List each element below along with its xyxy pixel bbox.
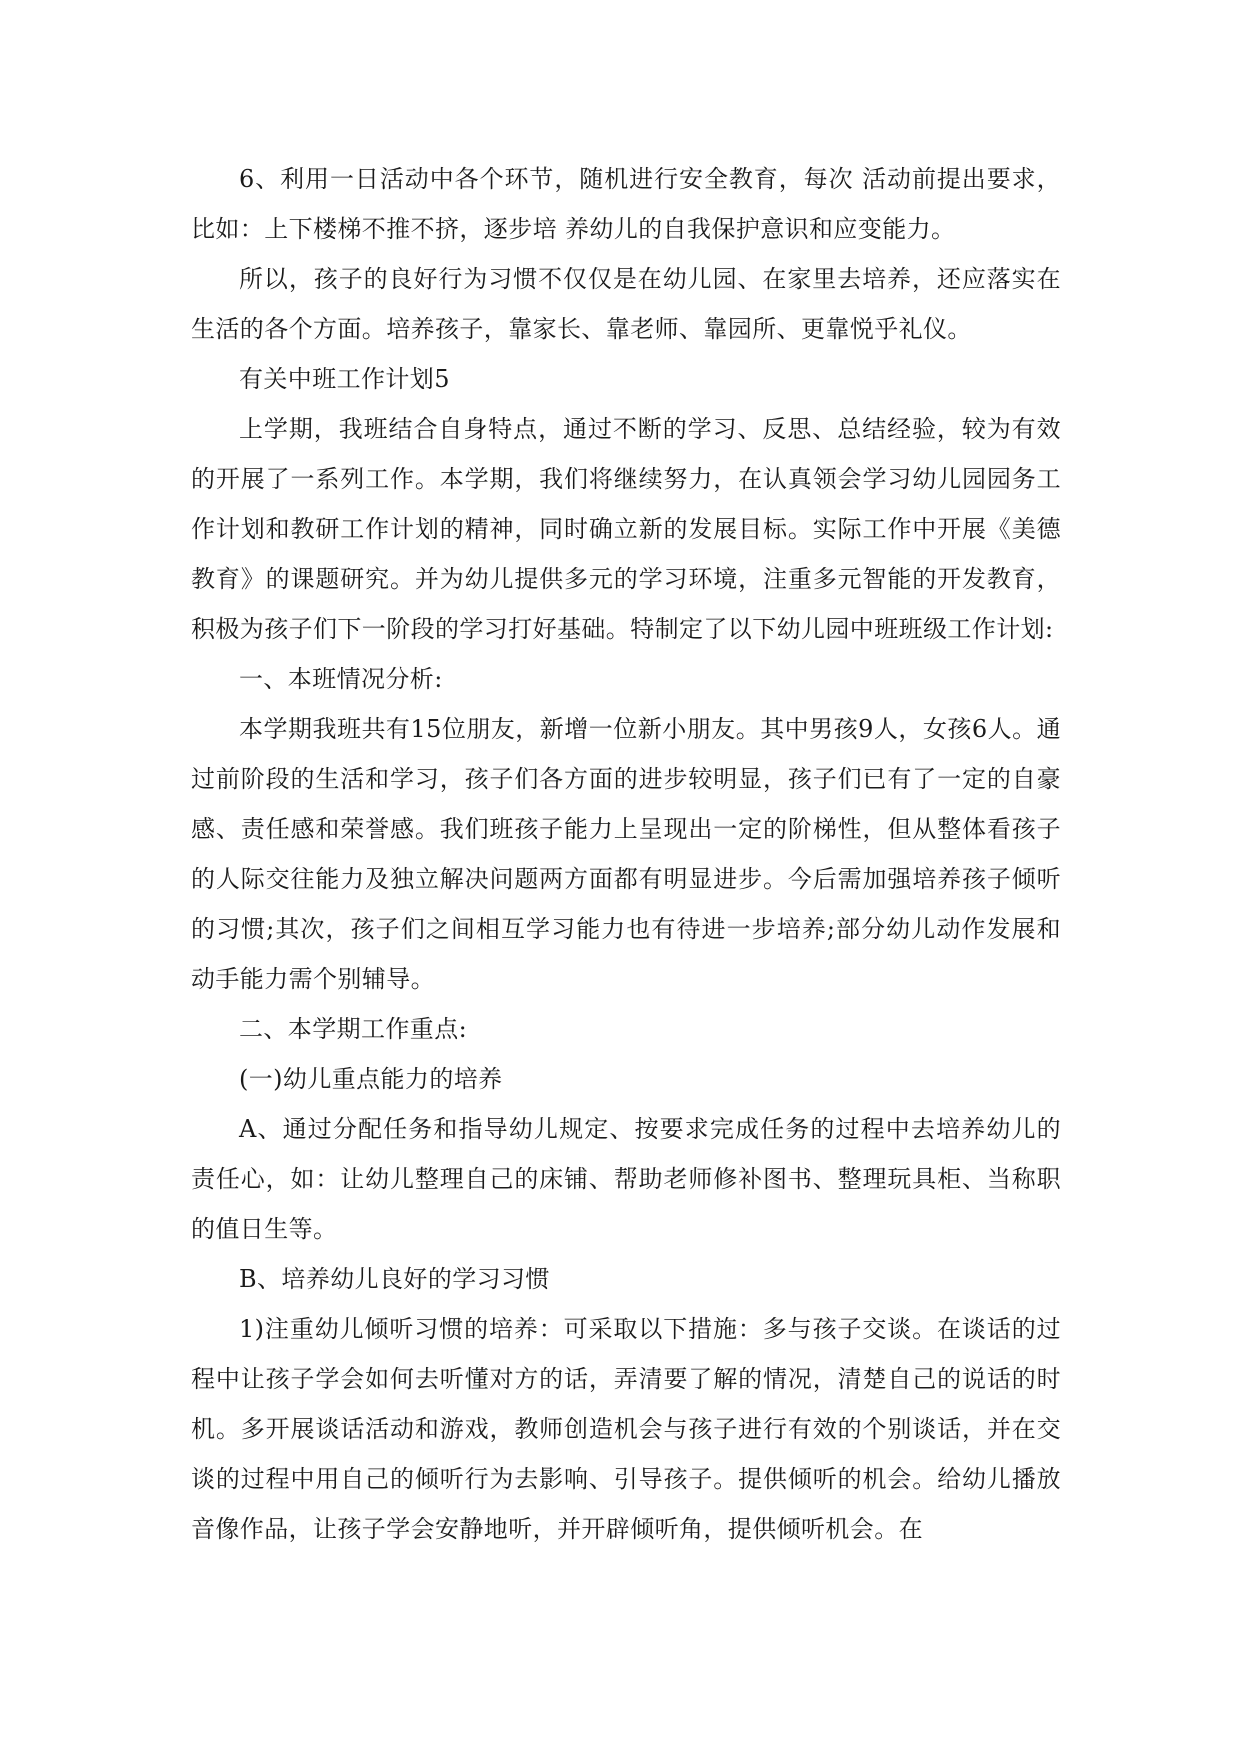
heading-work-focus: 二、本学期工作重点:: [239, 1015, 468, 1043]
subheading-key-abilities: (一)幼儿重点能力的培养: [239, 1065, 503, 1093]
heading-class-analysis: 一、本班情况分析:: [239, 665, 443, 693]
document-body: [191, 154, 1061, 1554]
paragraph-safety-education: 6、利用一日活动中各个环节，随机进行安全教育，每次 活动前提出要求，比如：上下楼梯不推不挤，逐步培 养幼儿的自我保护意识和应变能力。: [191, 165, 1061, 243]
paragraph-listening-habits: 1)注重幼儿倾听习惯的培养：可采取以下措施：多与孩子交谈。在谈话的过程中让孩子学会如何去听懂对方的话，弄清要了解的情况，清楚自己的说话的时机。多开展谈话活动和游戏，教师创造机会与孩子进行有效的个别谈话，并在交谈的过程中用自己的倾听行为去影响、引导孩子。提供倾听的机会。给幼儿播放音像作品，让孩子学会安静地听，并开辟倾听角，提供倾听机会。在: [191, 1315, 1061, 1543]
subheading-learning-habits: B、培养幼儿良好的学习习惯: [239, 1265, 550, 1293]
paragraph-responsibility: A、通过分配任务和指导幼儿规定、按要求完成任务的过程中去培养幼儿的责任心，如：让幼儿整理自己的床铺、帮助老师修补图书、整理玩具柜、当称职的值日生等。: [191, 1115, 1061, 1243]
section-title-plan-5: 有关中班工作计划5: [239, 365, 450, 393]
paragraph-plan-intro: 上学期，我班结合自身特点，通过不断的学习、反思、总结经验，较为有效的开展了一系列工作。本学期，我们将继续努力，在认真领会学习幼儿园园务工作计划和教研工作计划的精神，同时确立新的发展目标。实际工作中开展《美德教育》的课题研究。并为幼儿提供多元的学习环境，注重多元智能的开发教育，积极为孩子们下一阶段的学习打好基础。特制定了以下幼儿园中班班级工作计划:: [191, 415, 1061, 643]
paragraph-class-analysis: 本学期我班共有15位朋友，新增一位新小朋友。其中男孩9人，女孩6人。通过前阶段的生活和学习，孩子们各方面的进步较明显，孩子们已有了一定的自豪感、责任感和荣誉感。我们班孩子能力上呈现出一定的阶梯性，但从整体看孩子的人际交往能力及独立解决问题两方面都有明显进步。今后需加强培养孩子倾听的习惯;其次，孩子们之间相互学习能力也有待进一步培养;部分幼儿动作发展和动手能力需个别辅导。: [191, 715, 1061, 993]
paragraph-habit-summary: 所以，孩子的良好行为习惯不仅仅是在幼儿园、在家里去培养，还应落实在生活的各个方面。培养孩子，靠家长、靠老师、靠园所、更靠悦乎礼仪。: [191, 265, 1061, 343]
